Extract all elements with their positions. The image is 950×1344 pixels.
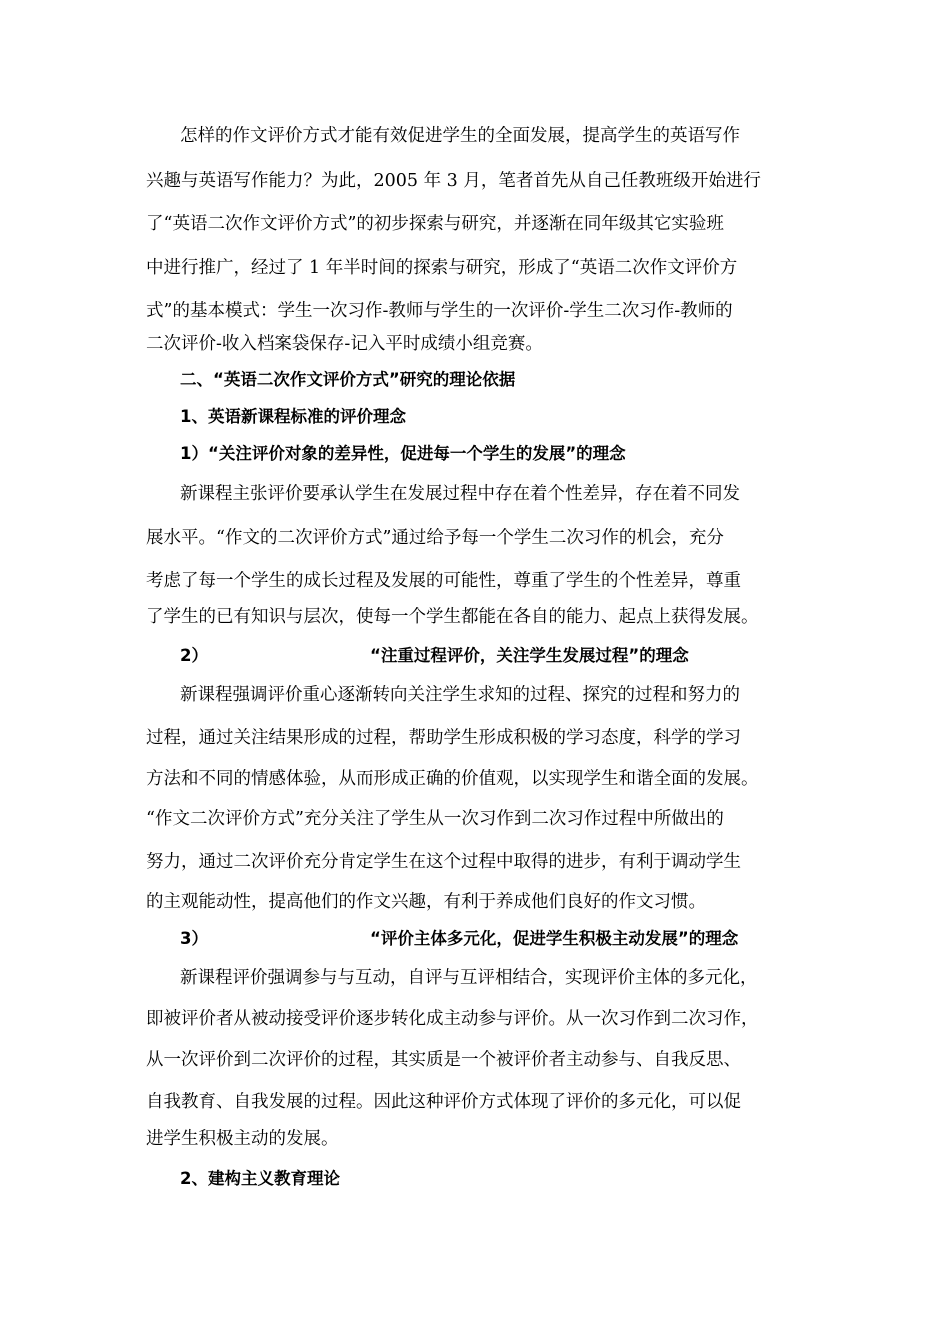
subsection-heading: 1、英语新课程标准的评价理念 (180, 407, 406, 426)
subsubsection-heading (180, 927, 816, 951)
paragraph-line: 的主观能动性，提高他们的作文兴趣，有利于养成他们良好的作文习惯。 (146, 892, 706, 912)
heading-text: “注重过程评价，关注学生发展过程”的理念 (370, 646, 689, 665)
paragraph-line: 新课程评价强调参与与互动，自评与互评相结合，实现评价主体的多元化， (180, 968, 758, 988)
paragraph-line: 了学生的已有知识与层次，使每一个学生都能在各自的能力、起点上获得发展。 (146, 607, 759, 627)
paragraph-line: 过程，通过关注结果形成的过程，帮助学生形成积极的学习态度，科学的学习 (146, 728, 741, 748)
paragraph-line: 二次评价-收入档案袋保存-记入平时成绩小组竞赛。 (146, 334, 543, 354)
paragraph-line: 考虑了每一个学生的成长过程及发展的可能性，尊重了学生的个性差异，尊重 (146, 571, 741, 591)
paragraph-line: 兴趣与英语写作能力？为此，2005 年 3 月，笔者首先从自己任教班级开始进行 (146, 171, 761, 191)
paragraph-line: 展水平。“作文的二次评价方式”通过给予每一个学生二次习作的机会，充分 (146, 528, 724, 548)
paragraph-line: 自我教育、自我发展的过程。因此这种评价方式体现了评价的多元化，可以促 (146, 1092, 741, 1112)
paragraph-line: 式”的基本模式：学生一次习作-教师与学生的一次评价-学生二次习作-教师的 (146, 301, 733, 321)
subsubsection-heading (180, 644, 816, 668)
paragraph-line: 方法和不同的情感体验，从而形成正确的价值观，以实现学生和谐全面的发展。 (146, 769, 759, 789)
paragraph-line: 努力，通过二次评价充分肯定学生在这个过程中取得的进步，有利于调动学生 (146, 852, 741, 872)
paragraph-line: 新课程主张评价要承认学生在发展过程中存在着个性差异，存在着不同发 (180, 484, 740, 504)
paragraph-line: 怎样的作文评价方式才能有效促进学生的全面发展，提高学生的英语写作 (180, 126, 740, 146)
paragraph-line: 中进行推广，经过了 1 年半时间的探索与研究，形成了“英语二次作文评价方 (146, 258, 738, 278)
subsubsection-heading: 1）“关注评价对象的差异性，促进每一个学生的发展”的理念 (180, 444, 626, 463)
paragraph-line: 从一次评价到二次评价的过程，其实质是一个被评价者主动参与、自我反思、 (146, 1050, 741, 1070)
paragraph-line: 即被评价者从被动接受评价逐步转化成主动参与评价。从一次习作到二次习作， (146, 1009, 759, 1029)
subsection-heading: 2、建构主义教育理论 (180, 1169, 340, 1188)
section-heading: 二、“英语二次作文评价方式”研究的理论依据 (180, 370, 516, 389)
heading-number: 2） (180, 646, 208, 665)
paragraph-line: 了“英语二次作文评价方式”的初步探索与研究，并逐渐在同年级其它实验班 (146, 214, 724, 234)
heading-number: 3） (180, 929, 208, 948)
paragraph-line: 新课程强调评价重心逐渐转向关注学生求知的过程、探究的过程和努力的 (180, 685, 740, 705)
heading-text: “评价主体多元化，促进学生积极主动发展”的理念 (370, 929, 739, 948)
paragraph-line: 进学生积极主动的发展。 (146, 1129, 339, 1149)
paragraph-line: “作文二次评价方式”充分关注了学生从一次习作到二次习作过程中所做出的 (146, 809, 724, 829)
